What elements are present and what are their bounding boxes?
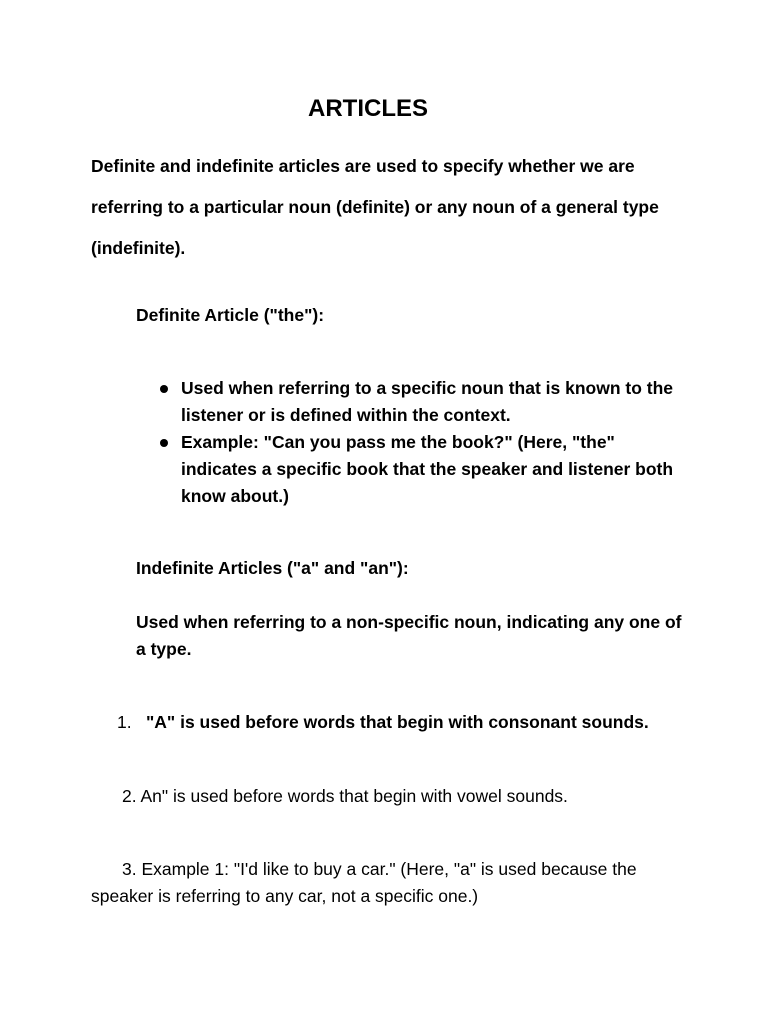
bullet-text: Example: "Can you pass me the book?" (Here, "the" indicates a specific book that the speaker and listener both know about.) xyxy=(181,432,674,506)
document-title: ARTICLES xyxy=(308,95,428,122)
definite-article-heading: Definite Article ("the"): xyxy=(136,305,325,325)
indefinite-description: Used when referring to a non-specific noun, indicating any one of a type. xyxy=(136,612,682,659)
definite-article-bullet-list xyxy=(150,375,690,510)
intro-paragraph: Definite and indefinite articles are used to specify whether we are referring to a particular noun (definite) or any noun of a general type (indefinite). xyxy=(91,156,659,258)
bullet-icon xyxy=(160,385,168,393)
bullet-item xyxy=(150,429,690,510)
numbered-item-2: 2. An" is used before words that begin with vowel sounds. xyxy=(122,786,568,806)
bullet-icon xyxy=(160,439,168,447)
item-text: "A" is used before words that begin with consonant sounds. xyxy=(146,712,649,732)
item-number: 1. xyxy=(117,712,132,732)
bullet-item xyxy=(150,375,690,429)
bullet-text: Used when referring to a specific noun that is known to the listener or is defined within the context. xyxy=(181,378,673,425)
indefinite-articles-heading: Indefinite Articles ("a" and "an"): xyxy=(136,558,409,578)
numbered-item-3: 3. Example 1: "I'd like to buy a car." (Here, "a" is used because the speaker is referring to any car, not a specific one.) xyxy=(91,859,637,906)
numbered-item-1 xyxy=(117,709,717,736)
